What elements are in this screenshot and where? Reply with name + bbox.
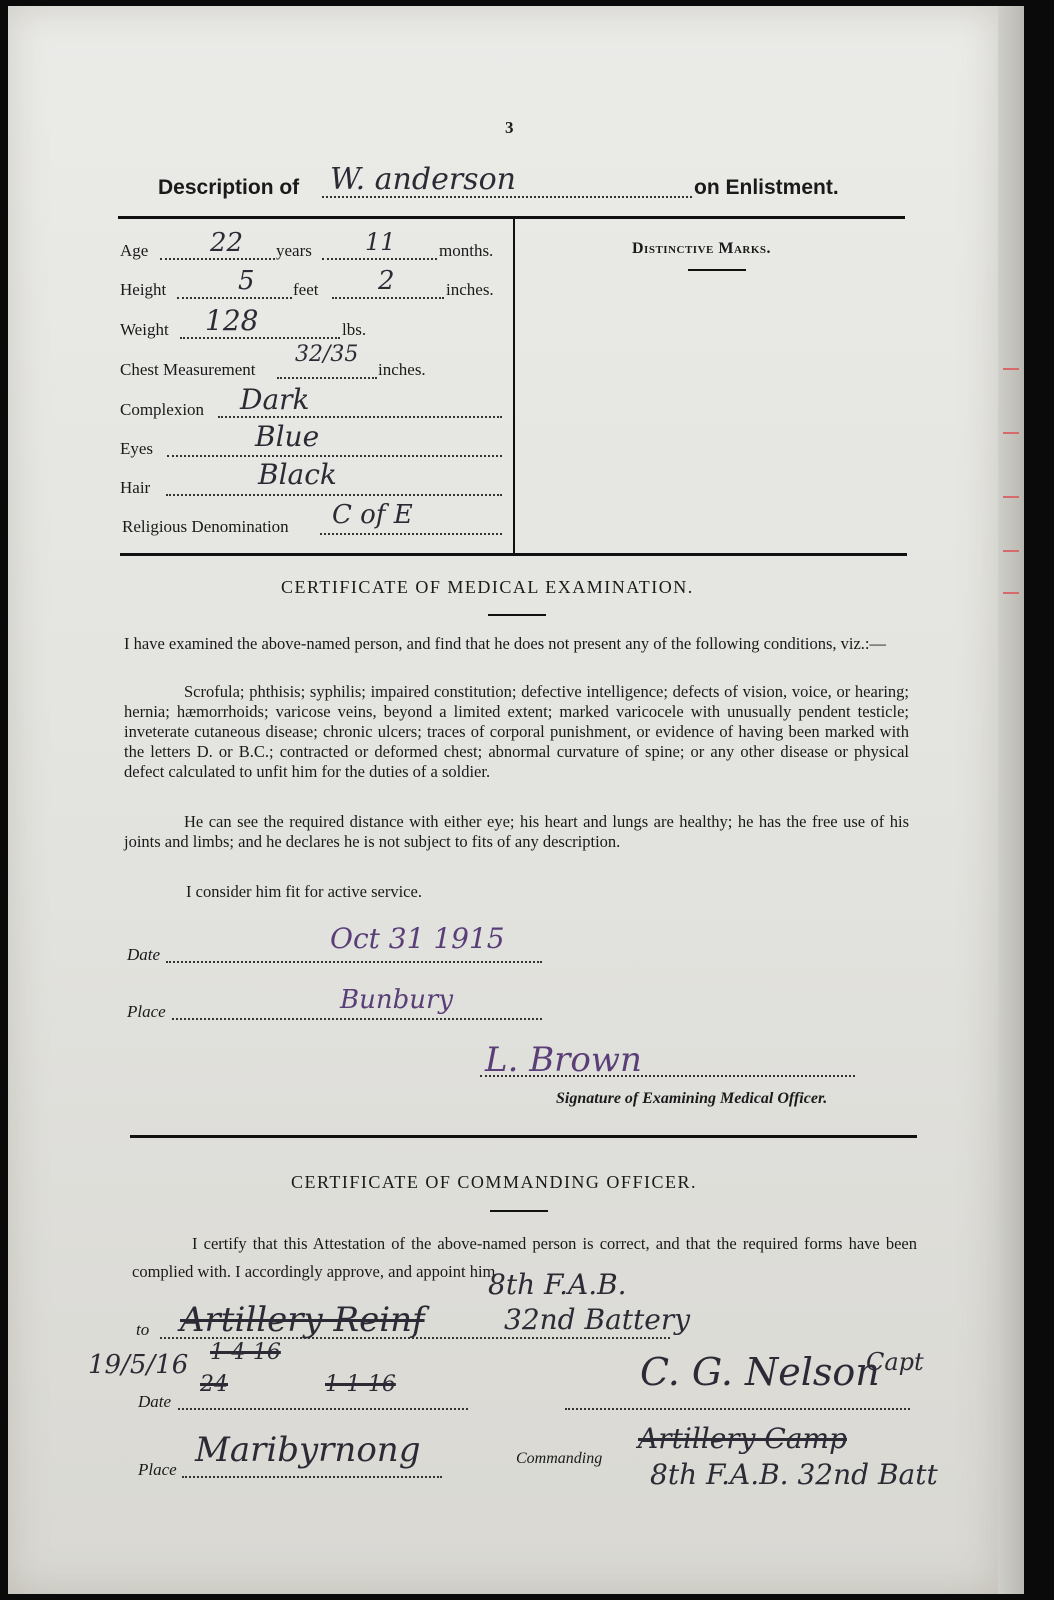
height-feet-line [177, 297, 292, 299]
commanding-struck-value: Artillery Camp [638, 1422, 847, 1455]
medical-certificate-title: CERTIFICATE OF MEDICAL EXAMINATION. [281, 577, 694, 597]
medical-consider: I consider him fit for active service. [186, 882, 422, 901]
commanding-place-label: Place [138, 1460, 177, 1479]
weight-value: 128 [205, 304, 259, 337]
complexion-value: Dark [240, 383, 310, 416]
medical-title-underline [488, 614, 546, 616]
inches-label: inches. [446, 280, 494, 299]
age-label: Age [120, 241, 149, 260]
commanding-date-label: Date [138, 1392, 172, 1411]
medical-place-value: Bunbury [340, 985, 454, 1015]
height-feet-value: 5 [238, 266, 255, 296]
commanding-place-value: Maribyrnong [195, 1430, 421, 1470]
medical-signature: L. Brown [485, 1040, 642, 1080]
side-date: 19/5/16 [88, 1350, 189, 1380]
column-divider [513, 218, 515, 554]
age-months-line [322, 258, 437, 260]
date-struck-3: 1-1-16 [325, 1372, 396, 1397]
chest-unit: inches. [378, 360, 426, 379]
medical-conditions: Scrofula; phthisis; syphilis; impaired constitution; defective intelligence; defects of vision, voice, or hearing; hernia; hæmorrhoids; varicose veins, beyond a limited extent; marked varicocele with unusually pendent testicle; inveterate cutaneous disease; chronic ulcers; traces of corporal punishment, or evidence of having been marked with the letters D. or B.C.; contracted or deformed chest; abnormal curvature of spine; or any other disease or physical defect calculated to unfit him for the duties of a soldier. [124, 682, 909, 781]
hair-value: Black [258, 458, 337, 491]
religion-line [320, 533, 502, 535]
weight-label: Weight [120, 320, 169, 339]
margin-tick [1003, 592, 1019, 594]
years-label: years [276, 241, 312, 260]
chest-line [277, 377, 377, 379]
commanding-unit-value: 8th F.A.B. 32nd Batt [650, 1458, 938, 1491]
commanding-signature-line [565, 1408, 910, 1410]
medical-intro: I have examined the above-named person, and find that he does not present any of the following conditions, viz.:— [124, 634, 886, 653]
medical-date-line [166, 961, 542, 963]
height-inches-value: 2 [378, 266, 395, 296]
eyes-line [167, 455, 502, 457]
complexion-label: Complexion [120, 400, 205, 419]
commanding-signature: C. G. Nelson [640, 1350, 880, 1394]
to-label: to [136, 1320, 150, 1339]
complexion-line [218, 416, 502, 418]
unit-line-1: 8th F.A.B. [488, 1268, 627, 1301]
header-prefix: Description of [158, 176, 300, 199]
eyes-value: Blue [255, 420, 320, 453]
hair-line [166, 494, 502, 496]
hair-label: Hair [120, 478, 151, 497]
medical-date-value: Oct 31 1915 [330, 922, 505, 955]
bottom-rule [120, 553, 907, 556]
chest-value: 32/35 [295, 342, 359, 367]
margin-tick [1003, 550, 1019, 552]
age-years-line [160, 258, 275, 260]
to-struck-value: Artillery Reinf [180, 1300, 425, 1340]
medical-date-label: Date [127, 945, 161, 964]
margin-tick [1003, 368, 1019, 370]
soldier-name: W. anderson [330, 162, 516, 197]
lbs-label: lbs. [342, 320, 367, 339]
height-label: Height [120, 280, 167, 299]
medical-place-line [172, 1018, 542, 1020]
date-struck-2: 24 [200, 1372, 228, 1397]
medical-fitness: He can see the required distance with either eye; his heart and lungs are healthy; he has the free use of his joints and limbs; and he declares he is not subject to fits of any description. [124, 812, 909, 851]
weight-line [180, 337, 340, 339]
age-months-value: 11 [365, 228, 396, 256]
unit-line-2: 32nd Battery [504, 1303, 691, 1336]
margin-tick [1003, 432, 1019, 434]
header-suffix: on Enlistment. [694, 176, 839, 199]
feet-label: feet [293, 280, 319, 299]
chest-label: Chest Measurement [120, 360, 256, 379]
margin-tick [1003, 496, 1019, 498]
commanding-certificate-title: CERTIFICATE OF COMMANDING OFFICER. [291, 1172, 697, 1192]
commanding-text: I certify that this Attestation of the above-named person is correct, and that the required forms have been complied with. I accordingly approve, and appoint him [132, 1234, 917, 1281]
page-edge [998, 6, 1024, 1594]
medical-place-label: Place [127, 1002, 166, 1021]
page-number: 3 [505, 118, 514, 137]
date-struck-1: 1-4-16 [210, 1340, 281, 1365]
commanding-rank: Capt [866, 1348, 924, 1376]
age-years-value: 22 [210, 228, 244, 258]
commanding-title-underline [490, 1210, 548, 1212]
distinctive-marks-heading: Distinctive Marks. [632, 240, 772, 257]
medical-signature-caption: Signature of Examining Medical Officer. [556, 1090, 828, 1107]
section-rule [130, 1135, 917, 1138]
marks-underline [688, 269, 746, 271]
eyes-label: Eyes [120, 439, 154, 458]
religion-label: Religious Denomination [122, 517, 289, 536]
commanding-place-line [182, 1476, 442, 1478]
top-rule [118, 216, 905, 219]
height-inches-line [332, 297, 444, 299]
religion-value: C of E [332, 500, 413, 530]
commanding-label: Commanding [516, 1450, 603, 1467]
months-label: months. [439, 241, 494, 260]
commanding-date-line [178, 1408, 468, 1410]
